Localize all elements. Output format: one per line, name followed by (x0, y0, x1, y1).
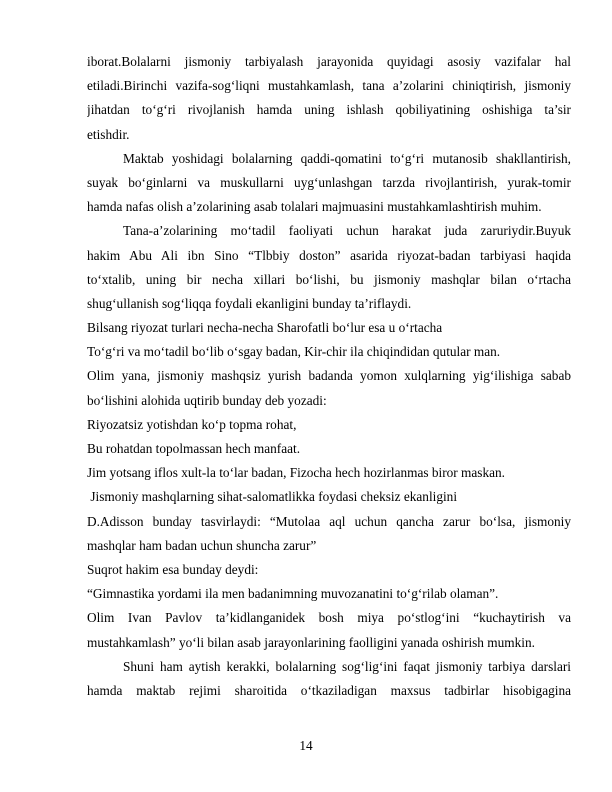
text-line: Shuni ham aytish kerakki, bolalarning sog‘lig‘ini faqat jismoniy tarbiya darslari (123, 658, 571, 674)
text-line: mustahkamlash” yo‘li bilan asab jarayonlarining faolligini yanada oshirish mumkin. (87, 634, 535, 650)
text-line: “Gimnastika yordami ila men badanimning muvozanatini to‘g‘rilab olaman”. (87, 586, 499, 602)
page-number: 14 (299, 738, 313, 753)
text-line: etiladi.Birinchi vazifa-sog‘liqni mustahkamlash, tana a’zolarini chiniqtirish, jismoniy (87, 78, 571, 94)
text-line: D.Adisson bunday tasvirlaydi: “Mutolaa aql uchun qancha zarur bo‘lsa, jismoniy (87, 513, 571, 529)
text-line: Maktab yoshidagi bolalarning qaddi-qomatini to‘g‘ri mutanosib shakllantirish, (123, 150, 571, 166)
text-line: Olim Ivan Pavlov ta’kidlanganidek bosh miya po‘stlog‘ini “kuchaytirish va (87, 610, 571, 626)
text-line: To‘g‘ri va mo‘tadil bo‘lib o‘sgay badan, Kir-chir ila chiqindidan qutular man. (87, 344, 501, 360)
text-line: Jismoniy mashqlarning sihat-salomatlikka foydasi cheksiz ekanligini (87, 489, 458, 505)
text-line: bo‘lishini alohida uqtirib bunday deb yozadi: (87, 392, 327, 408)
document-body (87, 50, 571, 703)
text-line: Olim yana, jismoniy mashqsiz yurish badanda yomon xulqlarning yig‘ilishiga sabab (87, 368, 571, 384)
text-line: Tana-a’zolarining mo‘tadil faoliyati uchun harakat juda zaruriydir.Buyuk (123, 223, 571, 239)
text-line: shug‘ullanish sog‘liqqa foydali ekanligini bunday ta’riflaydi. (87, 295, 412, 311)
text-line: Suqrot hakim esa bunday deydi: (87, 561, 259, 577)
text-line: hamda nafas olish a’zolarining asab tolalari majmuasini mustahkamlashtirish muhim. (87, 199, 542, 215)
text-line: hakim Abu Ali ibn Sino “Tlbbiy doston” asarida riyozat-badan tarbiyasi haqida (87, 247, 571, 263)
text-line: jihatdan to‘g‘ri rivojlanish hamda uning ishlash qobiliyatining oshishiga ta’sir (87, 102, 571, 118)
text-line: suyak bo‘ginlarni va muskullarni uyg‘unlashgan tarzda rivojlantirish, yurak-tomir (87, 174, 571, 190)
text-line: Riyozatsiz yotishdan ko‘p topma rohat, (87, 416, 297, 432)
text-line: etishdir. (87, 126, 130, 142)
text-line: mashqlar ham badan uchun shuncha zarur” (87, 537, 317, 553)
text-line: iborat.Bolalarni jismoniy tarbiyalash jarayonida quyidagi asosiy vazifalar hal (87, 54, 571, 69)
text-line: Bilsang riyozat turlari necha-necha Sharofatli bo‘lur esa u o‘rtacha (87, 320, 443, 336)
text-line: to‘xtalib, uning bir necha xillari bo‘lishi, bu jismoniy mashqlar bilan o‘rtacha (87, 271, 571, 287)
text-line: Bu rohatdan topolmassan hech manfaat. (87, 441, 301, 456)
text-line: Jim yotsang iflos xult-la to‘lar badan, Fizocha hech hozirlanmas biror maskan. (87, 465, 506, 481)
text-line: hamda maktab rejimi sharoitida o‘tkaziladigan maxsus tadbirlar hisobigagina (87, 682, 571, 698)
